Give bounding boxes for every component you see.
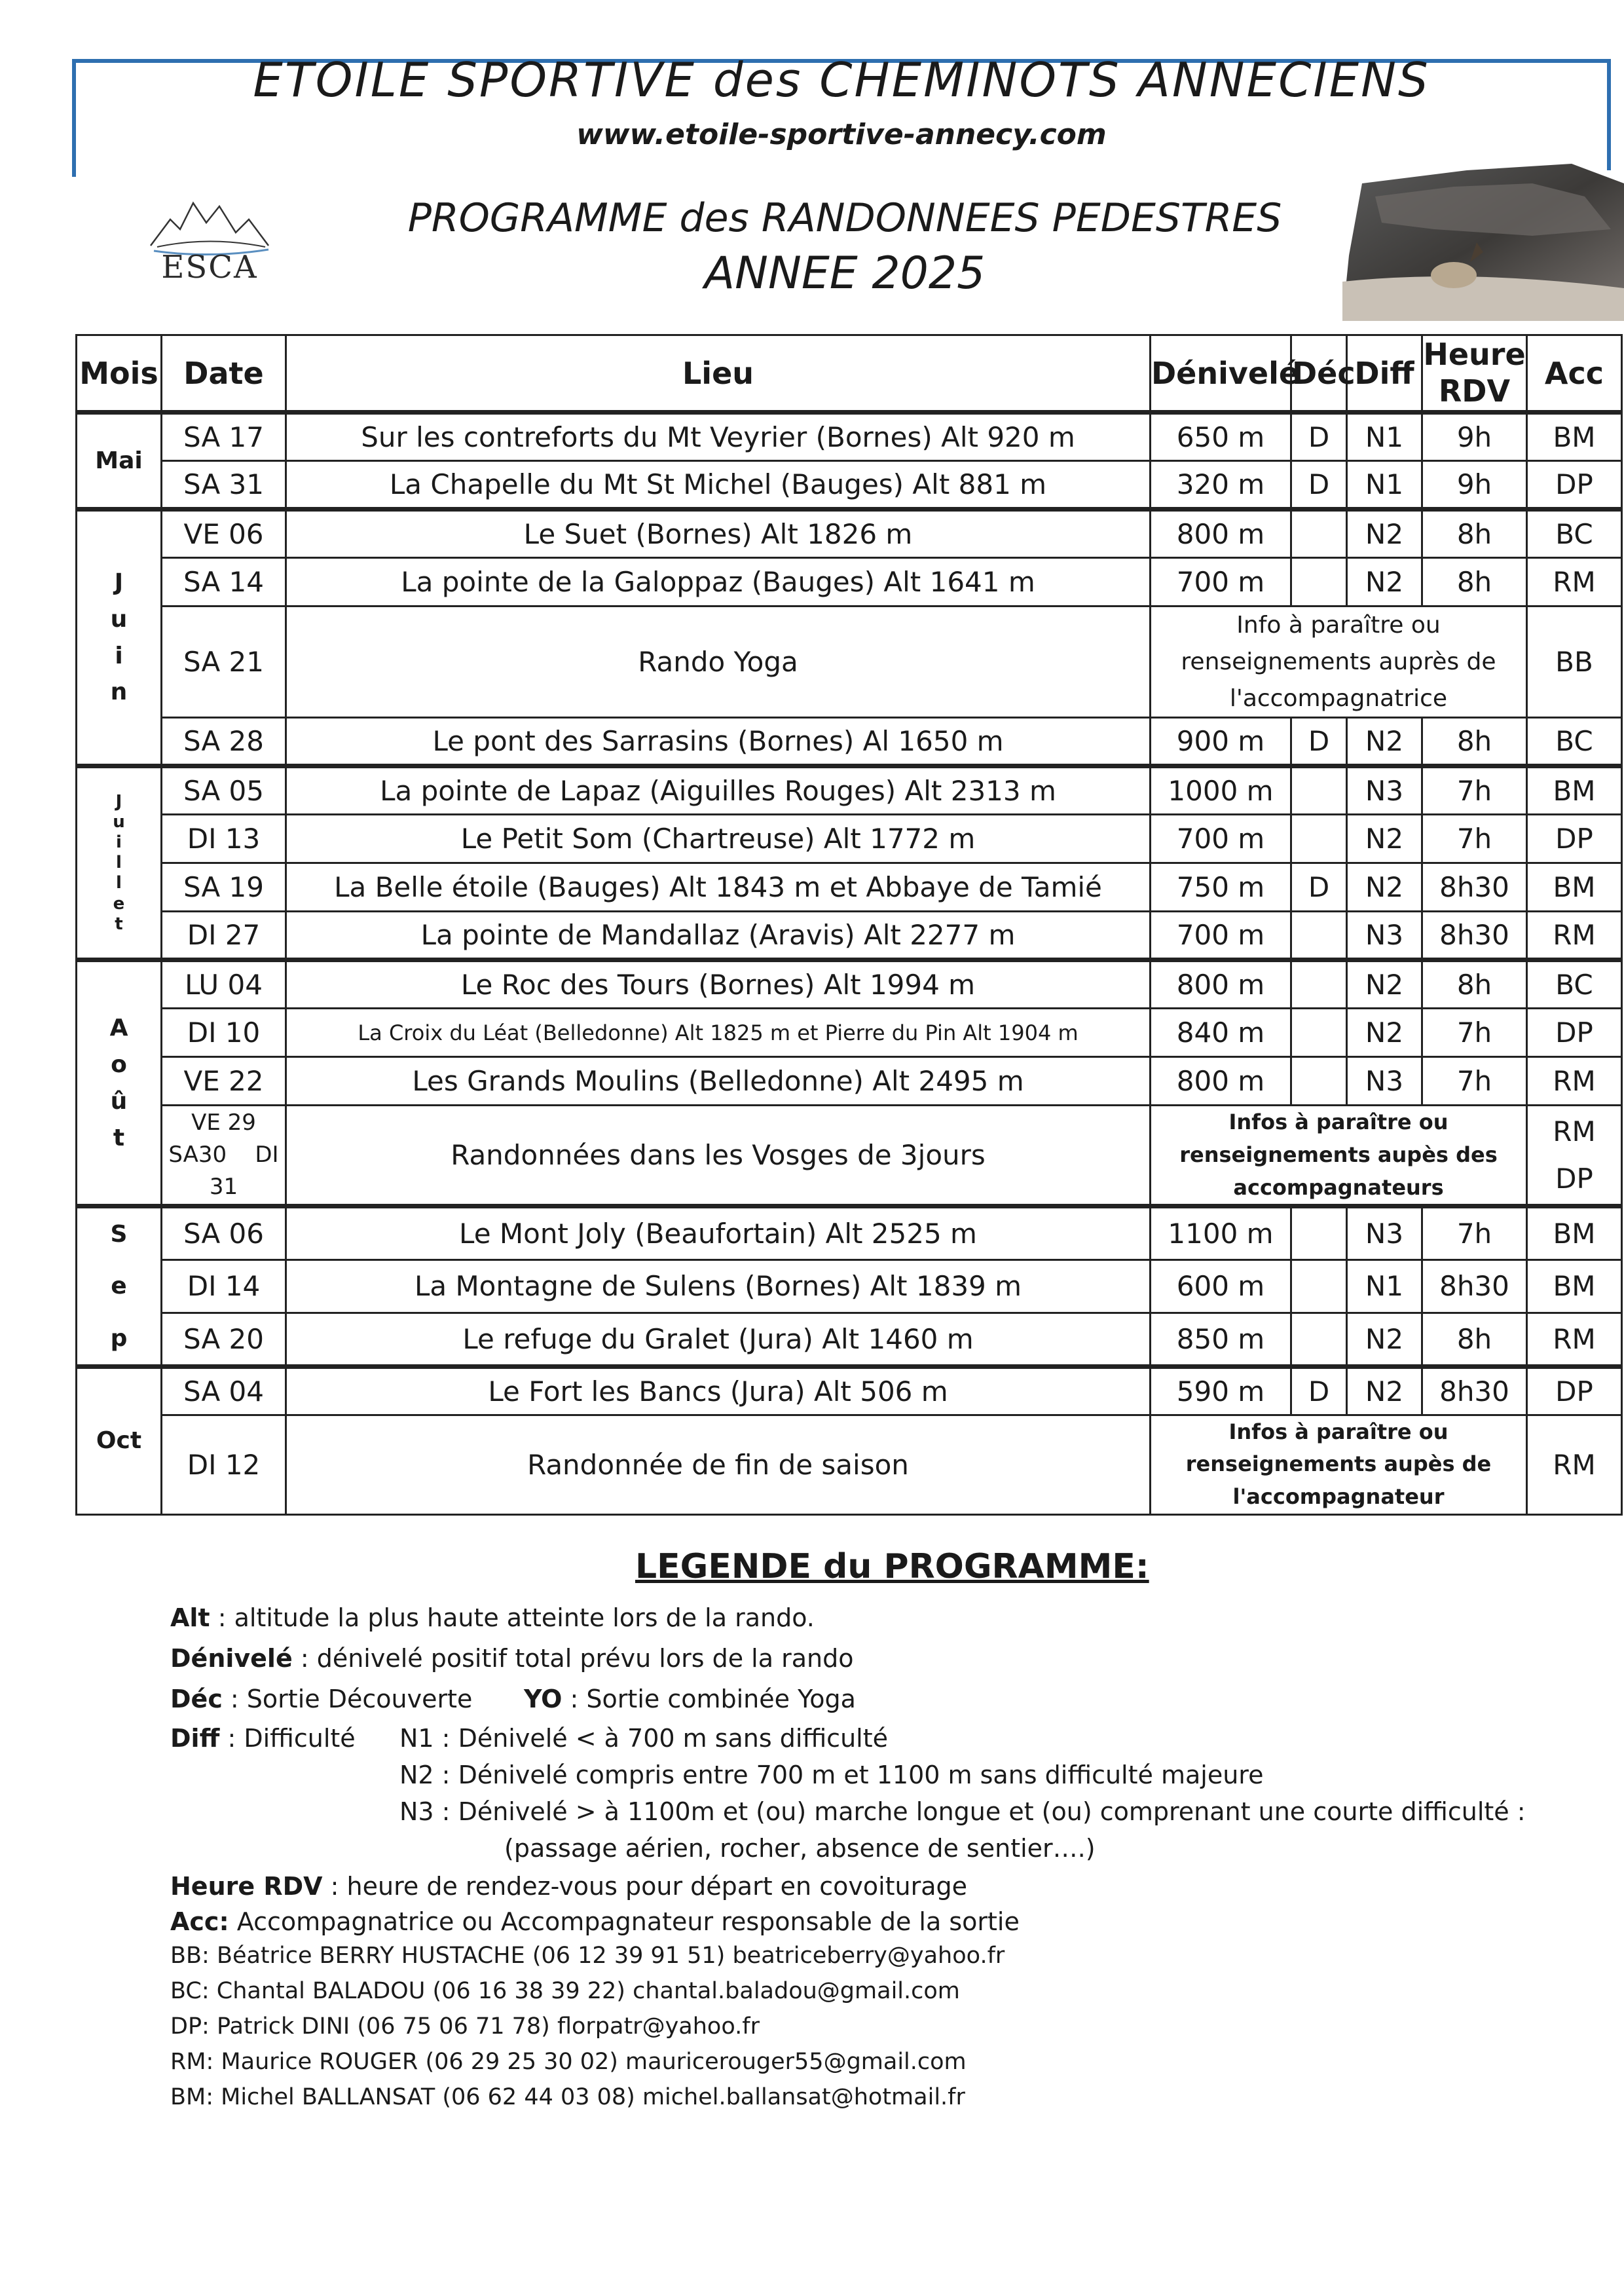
- logo-text: ESCA: [161, 249, 258, 286]
- acc-cell: BC: [1527, 718, 1622, 766]
- legend-key: Heure RDV: [170, 1872, 323, 1901]
- lieu-cell: La Chapelle du Mt St Michel (Bauges) Alt 881 m: [286, 461, 1151, 510]
- program-year: ANNEE 2025: [704, 248, 986, 299]
- header-heure-rdv: Heure RDV: [1422, 335, 1527, 413]
- table-row: [77, 606, 1622, 718]
- diff-cell: N3: [1347, 1057, 1422, 1106]
- lieu-cell: Le pont des Sarrasins (Bornes) Al 1650 m: [286, 718, 1151, 766]
- diff-cell: N2: [1347, 558, 1422, 606]
- heure-cell: 8h: [1422, 718, 1527, 766]
- heure-cell: 8h30: [1422, 1366, 1527, 1415]
- table-row: [77, 1366, 1622, 1415]
- lieu-cell: La Croix du Léat (Belledonne) Alt 1825 m et Pierre du Pin Alt 1904 m: [286, 1009, 1151, 1057]
- contact-bc[interactable]: BC: Chantal BALADOU (06 16 38 39 22) chantal.baladou@gmail.com: [170, 1978, 960, 2004]
- denivele-cell: 700 m: [1151, 912, 1291, 960]
- acc-cell: BM: [1527, 1206, 1622, 1260]
- month-letter: i: [116, 832, 122, 853]
- heure-cell: 7h: [1422, 1206, 1527, 1260]
- date-cell: VE 06: [162, 510, 286, 558]
- denivele-cell: 650 m: [1151, 413, 1291, 461]
- lieu-cell: Randonnée de fin de saison: [286, 1415, 1151, 1514]
- lieu-cell: Le Petit Som (Chartreuse) Alt 1772 m: [286, 815, 1151, 863]
- acc-cell: BB: [1527, 606, 1622, 718]
- legend-denivele: [170, 1644, 853, 1673]
- diff-cell: N2: [1347, 1313, 1422, 1367]
- table-row: [77, 1106, 1622, 1206]
- contact-bm[interactable]: BM: Michel BALLANSAT (06 62 44 03 08) michel.ballansat@hotmail.fr: [170, 2084, 965, 2110]
- table-row: [77, 863, 1622, 912]
- table-header-row: [77, 335, 1622, 413]
- denivele-cell: 320 m: [1151, 461, 1291, 510]
- dec-cell: D: [1291, 1366, 1347, 1415]
- chamois-photo: [1336, 157, 1624, 321]
- diff-cell: N3: [1347, 766, 1422, 815]
- dec-cell: [1291, 766, 1347, 815]
- denivele-cell: 700 m: [1151, 558, 1291, 606]
- date-cell: SA 19: [162, 863, 286, 912]
- month-letter: n: [110, 679, 128, 706]
- diff-cell: N3: [1347, 1206, 1422, 1260]
- dec-cell: D: [1291, 461, 1347, 510]
- denivele-cell: 590 m: [1151, 1366, 1291, 1415]
- header-diff: Diff: [1347, 335, 1422, 413]
- heure-cell: 8h: [1422, 510, 1527, 558]
- legend-n2: N2 : Dénivelé compris entre 700 m et 1100 m sans difficulté majeure: [399, 1761, 1264, 1789]
- dec-cell: [1291, 510, 1347, 558]
- legend-text: : Sortie combinée Yoga: [562, 1685, 856, 1713]
- denivele-cell: 850 m: [1151, 1313, 1291, 1367]
- header-date: Date: [162, 335, 286, 413]
- month-letter: i: [115, 642, 123, 669]
- lieu-cell: Le refuge du Gralet (Jura) Alt 1460 m: [286, 1313, 1151, 1367]
- diff-cell: N2: [1347, 718, 1422, 766]
- month-juin: [77, 510, 162, 766]
- diff-cell: N2: [1347, 1009, 1422, 1057]
- header-lieu: Lieu: [286, 335, 1151, 413]
- table-row: [77, 1057, 1622, 1106]
- lieu-cell: La pointe de Lapaz (Aiguilles Rouges) Alt 2313 m: [286, 766, 1151, 815]
- date-cell: DI 10: [162, 1009, 286, 1057]
- lieu-cell: Sur les contreforts du Mt Veyrier (Bornes) Alt 920 m: [286, 413, 1151, 461]
- acc-cell: BM: [1527, 863, 1622, 912]
- date-cell: SA 31: [162, 461, 286, 510]
- date-line: SA30 DI: [168, 1142, 279, 1168]
- dec-cell: D: [1291, 413, 1347, 461]
- heure-cell: 8h: [1422, 960, 1527, 1009]
- date-line: VE 29: [191, 1109, 256, 1136]
- dec-cell: [1291, 1313, 1347, 1367]
- header-denivele: Dénivelé: [1151, 335, 1291, 413]
- date-cell: DI 27: [162, 912, 286, 960]
- legend-dec: [170, 1685, 472, 1713]
- lieu-cell: Les Grands Moulins (Belledonne) Alt 2495 m: [286, 1057, 1151, 1106]
- acc-cell: RM: [1527, 1415, 1622, 1514]
- date-cell: SA 17: [162, 413, 286, 461]
- denivele-cell: 900 m: [1151, 718, 1291, 766]
- dec-cell: [1291, 1057, 1347, 1106]
- acc-cell: RM: [1527, 912, 1622, 960]
- month-letter: l: [116, 853, 122, 873]
- month-letter: t: [113, 1124, 125, 1151]
- date-cell: VE 22: [162, 1057, 286, 1106]
- acc-cell: RM: [1527, 558, 1622, 606]
- contact-rm[interactable]: RM: Maurice ROUGER (06 29 25 30 02) mauricerouger55@gmail.com: [170, 2049, 967, 2075]
- lieu-cell: Le Roc des Tours (Bornes) Alt 1994 m: [286, 960, 1151, 1009]
- date-cell: DI 13: [162, 815, 286, 863]
- table-row: [77, 1009, 1622, 1057]
- denivele-cell: 800 m: [1151, 1057, 1291, 1106]
- date-cell: SA 20: [162, 1313, 286, 1367]
- acc-cell: BM: [1527, 413, 1622, 461]
- date-cell: [162, 1106, 286, 1206]
- diff-cell: N1: [1347, 1259, 1422, 1313]
- table-row: [77, 815, 1622, 863]
- info-cell: Info à paraître ou renseignements auprès de l'accompagnatrice: [1151, 606, 1527, 718]
- dec-cell: [1291, 558, 1347, 606]
- table-row: [77, 510, 1622, 558]
- contact-dp[interactable]: DP: Patrick DINI (06 75 06 71 78) florpatr@yahoo.fr: [170, 2013, 760, 2040]
- legend-alt: [170, 1603, 815, 1632]
- legend-text: Accompagnatrice ou Accompagnateur responsable de la sortie: [229, 1907, 1020, 1936]
- month-letter: A: [109, 1015, 128, 1042]
- date-cell: SA 06: [162, 1206, 286, 1260]
- date-cell: SA 04: [162, 1366, 286, 1415]
- month-letter: J: [114, 569, 124, 597]
- lieu-cell: Le Suet (Bornes) Alt 1826 m: [286, 510, 1151, 558]
- month-juillet: [77, 766, 162, 960]
- denivele-cell: 750 m: [1151, 863, 1291, 912]
- acc-cell: [1527, 1106, 1622, 1206]
- legend-n3: N3 : Dénivelé > à 1100m et (ou) marche longue et (ou) comprenant une courte difficulté :: [399, 1797, 1526, 1826]
- dec-cell: [1291, 815, 1347, 863]
- table-row: [77, 1259, 1622, 1313]
- table-row: [77, 1313, 1622, 1367]
- denivele-cell: 700 m: [1151, 815, 1291, 863]
- month-letter: e: [113, 893, 125, 914]
- table-row: [77, 718, 1622, 766]
- month-letter: t: [115, 914, 123, 934]
- header-mois: Mois: [77, 335, 162, 413]
- acc-cell: DP: [1527, 1009, 1622, 1057]
- dec-cell: [1291, 1206, 1347, 1260]
- table-row: [77, 912, 1622, 960]
- program-table: [75, 334, 1623, 1516]
- club-name: ETOILE SPORTIVE des CHEMINOTS ANNECIENS: [253, 52, 1430, 107]
- diff-cell: N1: [1347, 461, 1422, 510]
- lieu-cell: Rando Yoga: [286, 606, 1151, 718]
- diff-cell: N2: [1347, 510, 1422, 558]
- diff-cell: N2: [1347, 960, 1422, 1009]
- heure-cell: 8h30: [1422, 1259, 1527, 1313]
- diff-cell: N2: [1347, 863, 1422, 912]
- legend-title: LEGENDE du PROGRAMME:: [635, 1547, 1149, 1586]
- denivele-cell: 800 m: [1151, 510, 1291, 558]
- legend-diff: [170, 1724, 356, 1753]
- heure-cell: 7h: [1422, 1009, 1527, 1057]
- lieu-cell: La pointe de la Galoppaz (Bauges) Alt 1641 m: [286, 558, 1151, 606]
- date-cell: DI 12: [162, 1415, 286, 1514]
- heure-cell: 8h: [1422, 1313, 1527, 1367]
- heure-cell: 9h: [1422, 461, 1527, 510]
- acc-cell: DP: [1527, 815, 1622, 863]
- legend-key: Déc: [170, 1685, 223, 1713]
- heure-cell: 7h: [1422, 815, 1527, 863]
- dec-cell: [1291, 1009, 1347, 1057]
- acc-cell: BC: [1527, 510, 1622, 558]
- dec-cell: [1291, 1259, 1347, 1313]
- legend-n3-detail: (passage aérien, rocher, absence de sentier….): [504, 1834, 1096, 1863]
- legend-text: : Difficulté: [219, 1724, 356, 1753]
- acc-cell: RM: [1527, 1057, 1622, 1106]
- legend-text: : altitude la plus haute atteinte lors de la rando.: [210, 1603, 815, 1632]
- denivele-cell: 1100 m: [1151, 1206, 1291, 1260]
- month-letter: p: [110, 1324, 128, 1352]
- table-row: [77, 1415, 1622, 1514]
- diff-cell: N1: [1347, 413, 1422, 461]
- month-letter: u: [110, 605, 128, 633]
- date-cell: SA 21: [162, 606, 286, 718]
- dec-cell: [1291, 912, 1347, 960]
- acc-cell: DP: [1527, 1366, 1622, 1415]
- month-letter: u: [113, 812, 125, 832]
- info-cell: Infos à paraître ou renseignements aupès de l'accompagnateur: [1151, 1415, 1527, 1514]
- legend-yo: [524, 1685, 856, 1713]
- legend-key: YO: [524, 1685, 563, 1713]
- table-row: [77, 461, 1622, 510]
- heure-cell: 7h: [1422, 766, 1527, 815]
- month-sep: [77, 1206, 162, 1367]
- table-row: [77, 413, 1622, 461]
- table-row: [77, 960, 1622, 1009]
- header-acc: Acc: [1527, 335, 1622, 413]
- heure-cell: 9h: [1422, 413, 1527, 461]
- denivele-cell: 600 m: [1151, 1259, 1291, 1313]
- month-letter: J: [115, 791, 122, 812]
- legend-key: Diff: [170, 1724, 220, 1753]
- contact-bb[interactable]: BB: Béatrice BERRY HUSTACHE (06 12 39 91 51) beatriceberry@yahoo.fr: [170, 1943, 1005, 1969]
- denivele-cell: 840 m: [1151, 1009, 1291, 1057]
- acc-line: RM: [1553, 1115, 1596, 1148]
- lieu-cell: Le Mont Joly (Beaufortain) Alt 2525 m: [286, 1206, 1151, 1260]
- heure-cell: 8h30: [1422, 912, 1527, 960]
- legend-text: : Sortie Découverte: [222, 1685, 473, 1713]
- lieu-cell: La Belle étoile (Bauges) Alt 1843 m et Abbaye de Tamié: [286, 863, 1151, 912]
- denivele-cell: 1000 m: [1151, 766, 1291, 815]
- date-cell: SA 28: [162, 718, 286, 766]
- legend-acc: [170, 1907, 1020, 1936]
- acc-cell: BM: [1527, 1259, 1622, 1313]
- month-oct: Oct: [77, 1366, 162, 1514]
- denivele-cell: 800 m: [1151, 960, 1291, 1009]
- date-line: 31: [209, 1174, 238, 1201]
- info-cell: Infos à paraître ou renseignements aupès des accompagnateurs: [1151, 1106, 1527, 1206]
- month-letter: o: [111, 1051, 127, 1078]
- legend-key: Dénivelé: [170, 1644, 293, 1673]
- acc-cell: BM: [1527, 766, 1622, 815]
- diff-cell: N3: [1347, 912, 1422, 960]
- table-row: [77, 1206, 1622, 1260]
- date-cell: DI 14: [162, 1259, 286, 1313]
- month-letter: e: [111, 1273, 127, 1300]
- dec-cell: D: [1291, 718, 1347, 766]
- diff-cell: N2: [1347, 815, 1422, 863]
- acc-line: DP: [1555, 1162, 1593, 1195]
- lieu-cell: Le Fort les Bancs (Jura) Alt 506 m: [286, 1366, 1151, 1415]
- lieu-cell: Randonnées dans les Vosges de 3jours: [286, 1106, 1151, 1206]
- lieu-cell: La Montagne de Sulens (Bornes) Alt 1839 m: [286, 1259, 1151, 1313]
- diff-cell: N2: [1347, 1366, 1422, 1415]
- club-website[interactable]: www.etoile-sportive-annecy.com: [576, 118, 1107, 151]
- date-cell: LU 04: [162, 960, 286, 1009]
- header-frame-corner: [72, 170, 76, 177]
- dec-cell: [1291, 960, 1347, 1009]
- month-letter: û: [110, 1087, 128, 1115]
- lieu-cell: La pointe de Mandallaz (Aravis) Alt 2277 m: [286, 912, 1151, 960]
- date-cell: SA 05: [162, 766, 286, 815]
- program-title: PROGRAMME des RANDONNEES PEDESTRES: [407, 195, 1282, 241]
- heure-cell: 8h30: [1422, 863, 1527, 912]
- acc-cell: RM: [1527, 1313, 1622, 1367]
- table-row: [77, 558, 1622, 606]
- legend-n1: N1 : Dénivelé < à 700 m sans difficulté: [399, 1724, 888, 1753]
- table-row: [77, 766, 1622, 815]
- acc-cell: DP: [1527, 461, 1622, 510]
- heure-cell: 7h: [1422, 1057, 1527, 1106]
- legend-key: Alt: [170, 1603, 210, 1632]
- legend-key: Acc:: [170, 1907, 229, 1936]
- acc-cell: BC: [1527, 960, 1622, 1009]
- month-letter: S: [110, 1221, 128, 1248]
- month-mai: Mai: [77, 413, 162, 510]
- legend-text: : heure de rendez-vous pour départ en covoiturage: [322, 1872, 968, 1901]
- date-cell: SA 14: [162, 558, 286, 606]
- legend-rdv: [170, 1872, 967, 1901]
- header-dec: Déc: [1291, 335, 1347, 413]
- dec-cell: D: [1291, 863, 1347, 912]
- heure-cell: 8h: [1422, 558, 1527, 606]
- month-letter: l: [116, 873, 122, 893]
- legend-text: : dénivelé positif total prévu lors de la rando: [292, 1644, 854, 1673]
- month-aout: [77, 960, 162, 1206]
